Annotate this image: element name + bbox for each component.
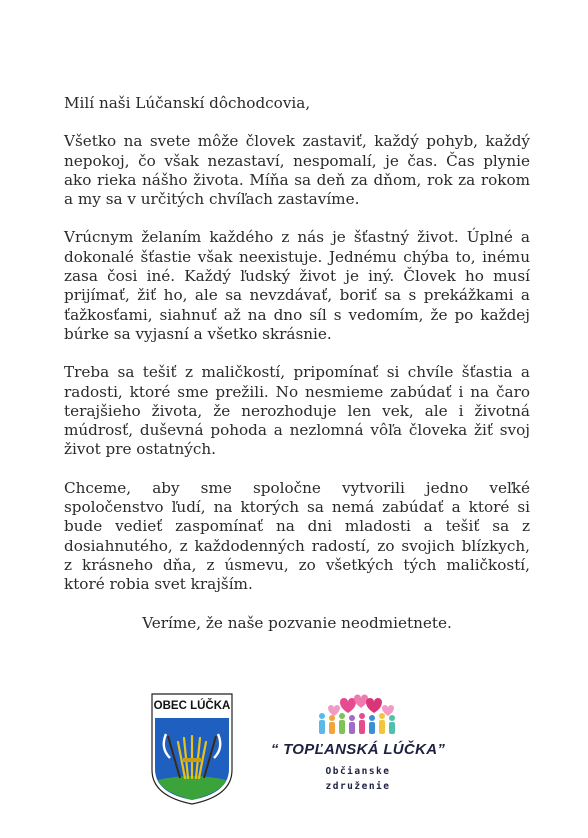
letter-closing: Veríme, že naše pozvanie neodmietnete.: [142, 613, 452, 632]
association-subtitle-line-2: združenie: [325, 781, 391, 792]
letter-body: [64, 94, 530, 648]
letter-paragraph-3: Treba sa tešiť z maličkostí, pripomínať si chvíle šťastia a radosti, ktoré sme prežili. No nesmieme zabúdať i na čaro terajšieho života, že nerozhoduje len vek, ale i životná múdrosť, duševná pohoda a nezlomná vôľa človeka žiť svoj život pre ostatných.: [64, 363, 530, 459]
coat-of-arms-logo: [150, 692, 234, 806]
letter-greeting: Milí naši Lúčanskí dôchodcovia,: [64, 94, 311, 112]
letter-paragraph-1: Všetko na svete môže človek zastaviť, každý pohyb, každý nepokoj, čo však nezastaví, nespomalí, je čas. Čas plynie ako rieka nášho života. Míňa sa deň za dňom, rok za rokom a my sa v určitých chvíľach zastavíme.: [64, 132, 530, 209]
association-name: “ TOPĽANSKÁ LÚČKA”: [270, 741, 446, 758]
association-subtitle: [258, 764, 458, 794]
municipality-name: OBEC LÚČKA: [153, 700, 231, 712]
people-hearts-icon: [258, 694, 458, 740]
letter-paragraph-4: Chceme, aby sme spoločne vytvorili jedno veľké spoločenstvo ľudí, na ktorých sa nemá zabúdať a ktoré si bude vedieť zaspomínať na dni mladosti a tešiť sa z dosiahnutého, z každodenných radostí, zo svojich blízkych, z krásneho dňa, z úsmevu, zo všetkých tých maličkostí, ktoré robia svet krajším.: [64, 478, 530, 594]
letter-paragraph-2: Vrúcnym želaním každého z nás je šťastný život. Úplné a dokonalé šťastie však neexistuje. Jednému chýba to, inému zasa čosi iné. Každý ľudský život je iný. Človek ho musí prijímať, žiť ho, ale sa nevzdávať, boriť sa s prekážkami a ťažkosťami, siahnuť až na dno síl s vedomím, že po každej búrke sa vyjasní a všetko skrásnie.: [64, 228, 530, 343]
association-logo: [258, 694, 458, 798]
association-subtitle-line-1: Občianske: [325, 766, 391, 777]
